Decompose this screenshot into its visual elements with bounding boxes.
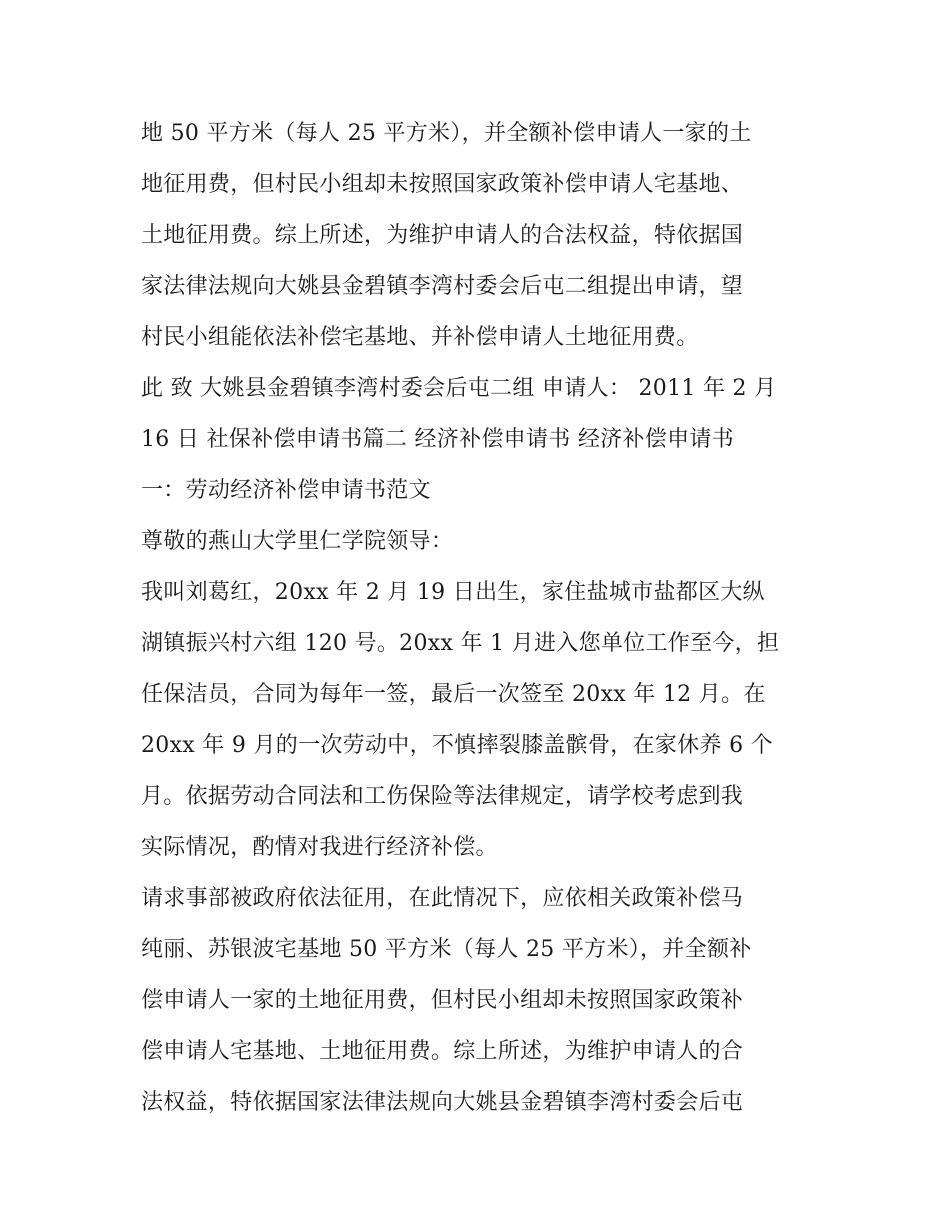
text-line: 湖镇振兴村六组 120 号。20xx 年 1 月进入您单位工作至今，担 [141, 631, 780, 656]
text-line: 尊敬的燕山大学里仁学院领导： [141, 529, 454, 554]
text-line: 偿申请人宅基地、土地征用费。综上所述，为维护申请人的合 [141, 1039, 744, 1064]
text-line: 地征用费，但村民小组却未按照国家政策补偿申请人宅基地、 [141, 172, 744, 197]
text-line: 家法律法规向大姚县金碧镇李湾村委会后屯二组提出申请，望 [141, 274, 744, 299]
text-line: 土地征用费。综上所述，为维护申请人的合法权益，特依据国 [141, 223, 744, 248]
text-line: 法权益，特依据国家法律法规向大姚县金碧镇李湾村委会后屯 [141, 1090, 744, 1115]
text-line: 16 日 社保补偿申请书篇二 经济补偿申请书 经济补偿申请书 [141, 427, 734, 452]
text-line: 村民小组能依法补偿宅基地、并补偿申请人土地征用费。 [141, 325, 699, 350]
text-line: 请求事部被政府依法征用，在此情况下，应依相关政策补偿马 [141, 886, 744, 911]
text-line: 月。依据劳动合同法和工伤保险等法律规定，请学校考虑到我 [141, 784, 744, 809]
text-line: 我叫刘葛红，20xx 年 2 月 19 日出生，家住盐城市盐都区大纵 [141, 580, 765, 605]
text-line: 偿申请人一家的土地征用费，但村民小组却未按照国家政策补 [141, 988, 744, 1013]
text-line: 20xx 年 9 月的一次劳动中，不慎摔裂膝盖髌骨，在家休养 6 个 [141, 733, 773, 758]
text-line: 此 致 大姚县金碧镇李湾村委会后屯二组 申请人： 2011 年 2 月 [141, 376, 777, 401]
document-body [141, 108, 821, 1128]
text-line: 任保洁员，合同为每年一签，最后一次签至 20xx 年 12 月。在 [141, 682, 766, 707]
text-line: 地 50 平方米（每人 25 平方米），并全额补偿申请人一家的土 [141, 121, 752, 146]
text-line: 一：劳动经济补偿申请书范文 [141, 478, 431, 503]
text-line: 纯丽、苏银波宅基地 50 平方米（每人 25 平方米），并全额补 [141, 937, 752, 962]
text-line: 实际情况，酌情对我进行经济补偿。 [141, 835, 498, 860]
